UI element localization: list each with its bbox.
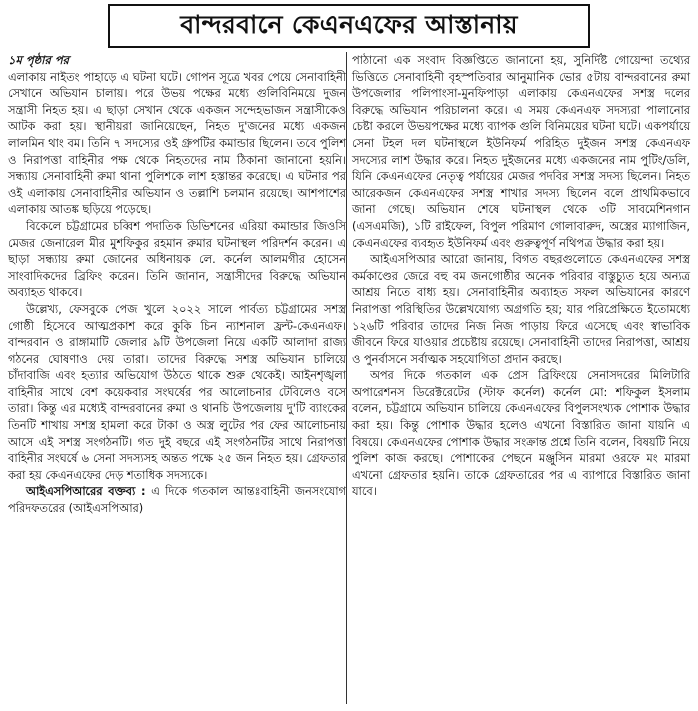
article-column-right: [352, 52, 690, 500]
paragraph: এলাকায় নাইতং পাহাড়ে এ ঘটনা ঘটে। গোপন সূত্রে খবর পেয়ে সেনাবাহিনী সেখানে অভিযান চালায়। পরে উভয় পক্ষের মধ্যে গুলিবিনিময়ে দুজন সন্ত্রাসী নিহত হয়। এ ছাড়া সেখান থেকে একজন সন্দেহভাজন সন্ত্রাসীকেও আটক করা হয়। স্থানীয়রা জানিয়েছেন, নিহত দু'জনের মধ্যে একজন লালমিন থাং বম। তিনি ৭ সদস্যের ওই গ্রুপটির কমান্ডার ছিলেন। তবে পুলিশ ও নিরাপত্তা বাহিনীর পক্ষ থেকে নিহতদের নাম ঠিকানা জানানো হয়নি। সন্ধ্যায় সেনাবাহিনী রুমা থানা পুলিশকে লাশ হস্তান্তর করেছে। এ ঘটনার পর ওই এলাকায় সেনাবাহিনীর অভিযান ও তল্লাশি চলমান রয়েছে। আশপাশের এলাকায় আতঙ্ক ছড়িয়ে পড়েছে।: [8, 69, 346, 217]
headline: বান্দরবানে কেএনএফের আস্তানায়: [108, 4, 590, 48]
jump-label: ১ম পৃষ্ঠার পর: [8, 53, 69, 67]
paragraph: অপর দিকে গতকাল এক প্রেস ব্রিফিংয়ে সেনাসদরের মিলিটারি অপারেশনস ডিরেক্টরেটের (স্টাফ কর্নেল) কর্নেল মো: শফিকুল ইসলাম বলেন, চট্টগ্রামে অভিযান চালিয়ে কেএনএফের বিপুলসংখ্যক পোশাক উদ্ধার করা হয়। কিন্তু পোশাক উদ্ধার হলেও এখনো বিস্তারিত জানা যায়নি এ বিষয়ে। কেএনএফের পোশাক উদ্ধার সংক্রান্ত প্রশ্নে তিনি বলেন, বিষয়টি নিয়ে পুলিশ কাজ করছে। পোশাকের পেছনে মঞ্জুসিন মারমা ওরফে মং মারমা এখনো গ্রেফতার হয়নি। তাকে গ্রেফতারের পর এ ব্যাপারে বিস্তারিত জানা যাবে।: [352, 368, 690, 499]
jump-label-line: [8, 52, 346, 69]
paragraph: বিকেলে চট্টগ্রামের চব্বিশ পদাতিক ডিভিশনের এরিয়া কমান্ডার জিওসি মেজর জেনারেল মীর মুশফিকুর রহমান রুমার ঘটনাস্থল পরিদর্শন করেন। এ ছাড়া সন্ধ্যায় রুমা জোনের অধিনায়ক লে. কর্নেল আলমগীর হোসেন সাংবাদিকদের ব্রিফিং করেন। তিনি জানান, সন্ত্রাসীদের বিরুদ্ধে অভিযান অব্যাহত থাকবে।: [8, 218, 346, 300]
paragraph: আইএসপিআর আরো জানায়, বিগত বছরগুলোতে কেএনএফের সশস্ত্র কর্মকাণ্ডের জেরে বহু বম জনগোষ্ঠীর অনেক পরিবার বাস্তুচ্যুত হয়ে অন্যত্র আশ্রয় নিতে বাধ্য হয়। সেনাবাহিনীর অব্যাহত সফল অভিযানের কারণে নিরাপত্তা পরিস্থিতির উল্লেখযোগ্য অগ্রগতি হয়; যার পরিপ্রেক্ষিতে ইতোমধ্যে ১২৬টি পরিবার তাদের নিজ নিজ পাড়ায় ফিরে এসেছে এবং স্বাভাবিক জীবনে ফিরে যাওয়ার প্রচেষ্টায় রয়েছে। সেনাবাহিনী তাদের নিরাপত্তা, আশ্রয় ও পুনর্বাসনে সর্বাত্মক সহযোগিতা প্রদান করছে।: [352, 252, 690, 366]
article-column-left: [8, 52, 346, 517]
subheading-tail: এ দিকে গতকাল আন্তঃবাহিনী জনসংযোগ পরিদফতরের (আইএসপিআর): [8, 484, 346, 516]
paragraph: পাঠানো এক সংবাদ বিজ্ঞপ্তিতে জানানো হয়, সুনির্দিষ্ট গোয়েন্দা তথ্যের ভিত্তিতে সেনাবাহিনী বৃহস্পতিবার আনুমানিক ভোর ৫টায় বান্দরবানের রুমা উপজেলার পলিপাংসা-মুনফিপাড়া এলাকায় কেএনএফের সশস্ত্র দলের বিরুদ্ধে অভিযান পরিচালনা করে। এ সময় কেএনএফ সদস্যরা পালানোর চেষ্টা করলে উভয়পক্ষের মধ্যে ব্যাপক গুলি বিনিময়ের ঘটনা ঘটে। একপর্যায়ে সেনা টহল দল ঘটনাস্থলে ইউনিফর্ম পরিহিত দুইজন সশস্ত্র কেএনএফ সদস্যের লাশ উদ্ধার করে। নিহত দুইজনের মধ্যে একজনের নাম পুটিং/ডলি, যিনি কেএনএফের নেতৃত্ব পর্যায়ের মেজর পদবির সশস্ত্র সদস্য ছিলেন। নিহত আরেকজন কেএনএফের সশস্ত্র শাখার সদস্য ছিলেন বলে প্রাথমিকভাবে জানা গেছে। অভিযান শেষে ঘটনাস্থল থেকে ৩টি সাবমেশিনগান (এসএমজি), ১টি রাইফেল, বিপুল পরিমাণ গোলাবারুদ, অস্ত্রের ম্যাগাজিন, কেএনএফের ব্যবহৃত ইউনিফর্ম এবং গুরুত্বপূর্ণ নথিপত্র উদ্ধার করা হয়।: [352, 53, 690, 250]
subheading-paragraph: [8, 483, 346, 516]
subheading: আইএসপিআরের বক্তব্য :: [26, 484, 146, 499]
paragraph: উল্লেখ্য, ফেসবুকে পেজ খুলে ২০২২ সালে পার্বত্য চট্টগ্রামের সশস্ত্র গোষ্ঠী হিসেবে আত্মপ্রকাশ করে কুকি চিন ন্যাশনাল ফ্রন্ট-কেএনএফ। বান্দরবান ও রাঙ্গামাটি জেলার ৯টি উপজেলা নিয়ে একটি আলাদা রাজ্য গঠনের ঘোষণাও দেয় তারা। তাদের বিরুদ্ধে সশস্ত্র অভিযান চালিয়ে চাঁদাবাজি এবং হত্যার অভিযোগ উঠতে থাকে শুরু থেকেই। আইনশৃঙ্খলা বাহিনীর সাথে বেশ কয়েকবার সংঘর্ষের পর আলোচনার টেবিলেও বসে তারা। কিন্তু এর মধ্যেই বান্দরবানের রুমা ও থানচি উপজেলায় দু'টি ব্যাংকের তিনটি শাখায় সশস্ত্র হামলা করে টাকা ও অস্ত্র লুটের পর ফের আলোচনায় আসে এই সশস্ত্র সংগঠনটি। গত দুই বছরে এই সংগঠনটির সাথে নিরাপত্তা বাহিনীর সংঘর্ষে ৬ সেনা সদস্যসহ অন্তত পক্ষে ২৫ জন নিহত হয়। গ্রেফতার করা হয় কেএনএফের দেড় শতাধিক সদস্যকে।: [8, 301, 346, 482]
column-divider: [346, 52, 347, 704]
